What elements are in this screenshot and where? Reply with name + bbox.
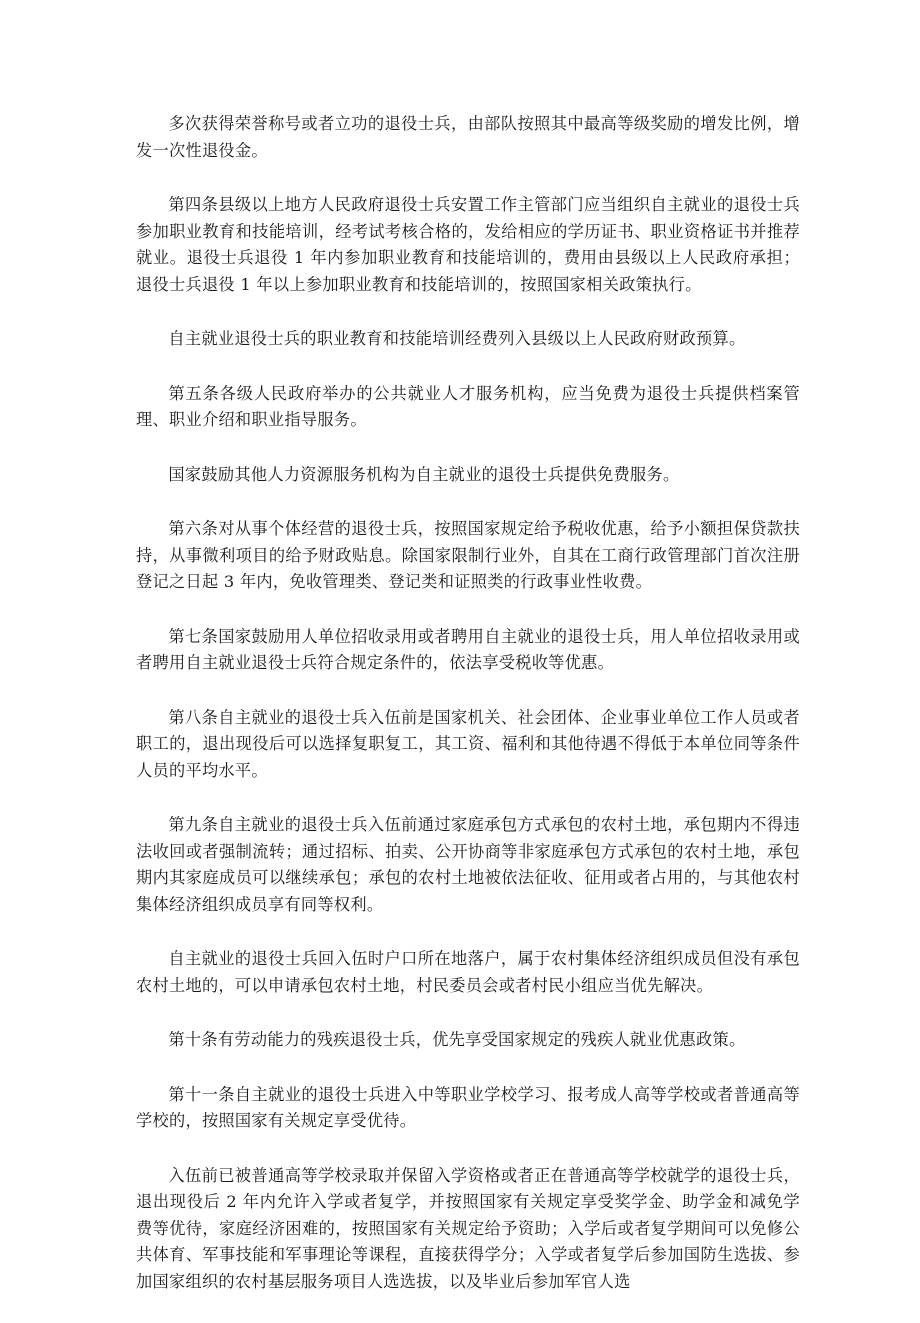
paragraph-article-10: 第十条有劳动能力的残疾退役士兵，优先享受国家规定的残疾人就业优惠政策。 <box>168 1030 746 1049</box>
paragraph-article-6: 第六条对从事个体经营的退役士兵，按照国家规定给予税收优惠，给予小额担保贷款扶持，从事微利项目的给予财政贴息。除国家限制行业外，自其在工商行政管理部门首次注册登记之日起 3 年内，免收管理类、登记类和证照类的行政事业性收费。 <box>136 519 800 591</box>
paragraph-article-8: 第八条自主就业的退役士兵入伍前是国家机关、社会团体、企业事业单位工作人员或者职工的，退出现役后可以选择复职复工，其工资、福利和其他待遇不得低于本单位同等条件人员的平均水平。 <box>136 707 800 780</box>
paragraph-hr-services: 国家鼓励其他人力资源服务机构为自主就业的退役士兵提供免费服务。 <box>168 464 680 484</box>
paragraph-university-enrollment: 入伍前已被普通高等学校录取并保留入学资格或者正在普通高等学校就学的退役士兵，退出现役后 2 年内允许入学或者复学，并按照国家有关规定享受奖学金、助学金和减免学费等优待，家庭经济困难的，按照国家有关规定给予资助；入学后或者复学期间可以免修公共体育、军事技能和军事理论等课程，直接获得学分；入学或者复学后参加国防生选拔、参加国家组织的农村基层服务项目人选选拔，以及毕业后参加军官人选 <box>136 1165 800 1291</box>
paragraph-bonus-retirement-pay: 多次获得荣誉称号或者立功的退役士兵，由部队按照其中最高等级奖励的增发比例，增发一次性退役金。 <box>136 114 800 160</box>
paragraph-article-5: 第五条各级人民政府举办的公共就业人才服务机构，应当免费为退役士兵提供档案管理、职业介绍和职业指导服务。 <box>136 383 800 429</box>
paragraph-article-9: 第九条自主就业的退役士兵入伍前通过家庭承包方式承包的农村土地，承包期内不得违法收回或者强制流转；通过招标、拍卖、公开协商等非家庭承包方式承包的农村土地，承包期内其家庭成员可以继续承包；承包的农村土地被依法征收、征用或者占用的，与其他农村集体经济组织成员享有同等权利。 <box>136 815 800 914</box>
paragraph-household-registration: 自主就业的退役士兵回入伍时户口所在地落户，属于农村集体经济组织成员但没有承包农村土地的，可以申请承包农村土地，村民委员会或者村民小组应当优先解决。 <box>136 949 800 995</box>
paragraph-article-4: 第四条县级以上地方人民政府退役士兵安置工作主管部门应当组织自主就业的退役士兵参加职业教育和技能培训，经考试考核合格的，发给相应的学历证书、职业资格证书并推荐就业。退役士兵退役 1 年内参加职业教育和技能培训的，费用由县级以上人民政府承担；退役士兵退役 1 年以上参加职业教育和技能培训的，按照国家相关政策执行。 <box>136 195 800 294</box>
paragraph-article-7: 第七条国家鼓励用人单位招收录用或者聘用自主就业的退役士兵，用人单位招收录用或者聘用自主就业退役士兵符合规定条件的，依法享受税收等优惠。 <box>136 626 800 672</box>
document-body <box>136 111 800 1323</box>
paragraph-training-budget: 自主就业退役士兵的职业教育和技能培训经费列入县级以上人民政府财政预算。 <box>168 329 746 348</box>
paragraph-article-11: 第十一条自主就业的退役士兵进入中等职业学校学习、报考成人高等学校或者普通高等学校的，按照国家有关规定享受优待。 <box>136 1084 800 1130</box>
